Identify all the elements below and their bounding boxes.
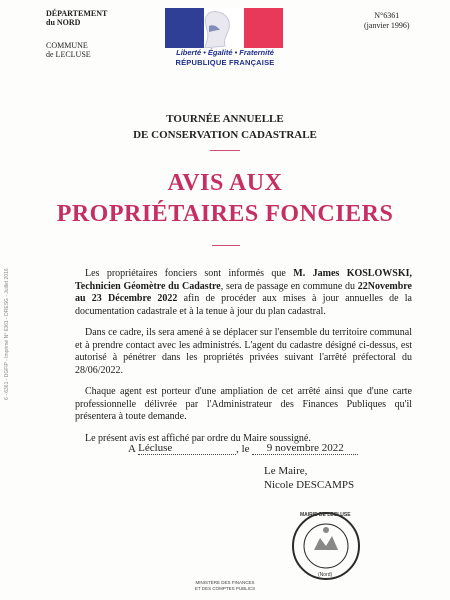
stamp-emblem-icon (314, 536, 338, 550)
paragraph-4: Le présent avis est affiché par ordre du Maire soussigné. (85, 432, 311, 444)
mayor-signature-block (264, 464, 354, 492)
le-label: , le (236, 443, 250, 455)
ministry-footer (150, 580, 300, 591)
place-value: Lécluse (138, 442, 173, 454)
place-field (138, 442, 236, 455)
date-value: 9 novembre 2022 (266, 442, 344, 454)
avis-divider (212, 245, 240, 246)
flag-blue-band (165, 8, 204, 48)
agent-name: M. James KOSLOWSKI, Technicien Géomètre du Cadastre (75, 268, 412, 292)
mayor-title: Le Maire, (264, 465, 308, 477)
flag-red-band (244, 8, 283, 48)
header-form-ref (364, 11, 410, 31)
form-number: N°6361 (374, 11, 400, 20)
header-department (46, 9, 107, 59)
commune-label: COMMUNE (46, 41, 88, 50)
department-name: du NORD (46, 18, 81, 27)
date-field (252, 442, 358, 455)
avis-line-1: AVIS AUX (167, 170, 283, 196)
ministry-line-2: ET DES COMPTES PUBLICS (194, 585, 256, 591)
title-line-1: TOURNÉE ANNUELLE (166, 113, 284, 125)
commune-name: de LECLUSE (46, 50, 91, 59)
p1-intro: Les propriétaires fonciers sont informés que (85, 268, 294, 279)
side-reference: 6 - 6361 - DGFiP - Imprimé N° 6361 - DRESG - Juillet 2016 (4, 268, 10, 400)
ministry-line-1: MINISTÈRE DES FINANCES (195, 580, 255, 585)
paragraph-1 (75, 268, 412, 318)
place-date-line (128, 442, 358, 455)
motto: Liberté • Égalité • Fraternité (176, 48, 274, 57)
avis-headline (0, 168, 450, 230)
republic-name: RÉPUBLIQUE FRANÇAISE (175, 58, 275, 67)
a-label: A (128, 443, 136, 455)
mayor-name: Nicole DESCAMPS (264, 479, 355, 491)
department-label: DÉPARTEMENT (46, 9, 108, 18)
notice-body (75, 268, 412, 454)
marianne-flag-logo (165, 8, 283, 48)
document-title (0, 111, 450, 143)
paragraph-3: Chaque agent est porteur d'une ampliation de cet arrêté ainsi que d'une carte professionnelle délivrée par l'Administrateur des Finances Publiques qu'il présentera à toute demande. (75, 386, 412, 422)
stamp-text: MAIRIE DE LECLUSE (300, 512, 351, 518)
title-line-2: DE CONSERVATION CADASTRALE (133, 129, 317, 141)
title-divider (210, 150, 240, 151)
p1-middle: , sera de passage en commune du (220, 280, 358, 292)
stamp-dept: (Nord) (318, 572, 333, 578)
paragraph-2: Dans ce cadre, ils sera amené à se déplacer sur l'ensemble du territoire communal et à prendre contact avec les administrés. L'agent du cadastre désigné ci-dessus, est autorisé à pénétrer dans les propriétés privées suivant l'arrêté préfectoral du 28/06/2022. (75, 327, 412, 376)
form-date: (janvier 1996) (364, 21, 410, 30)
visit-dates: 22Novembre au 23 Décembre 2022 (75, 280, 412, 304)
avis-line-2: PROPRIÉTAIRES FONCIERS (56, 201, 394, 227)
p1-end: afin de procéder aux mises à jour annuelles de la documentation cadastrale et à la tenue à jour du plan cadastral. (75, 293, 412, 317)
